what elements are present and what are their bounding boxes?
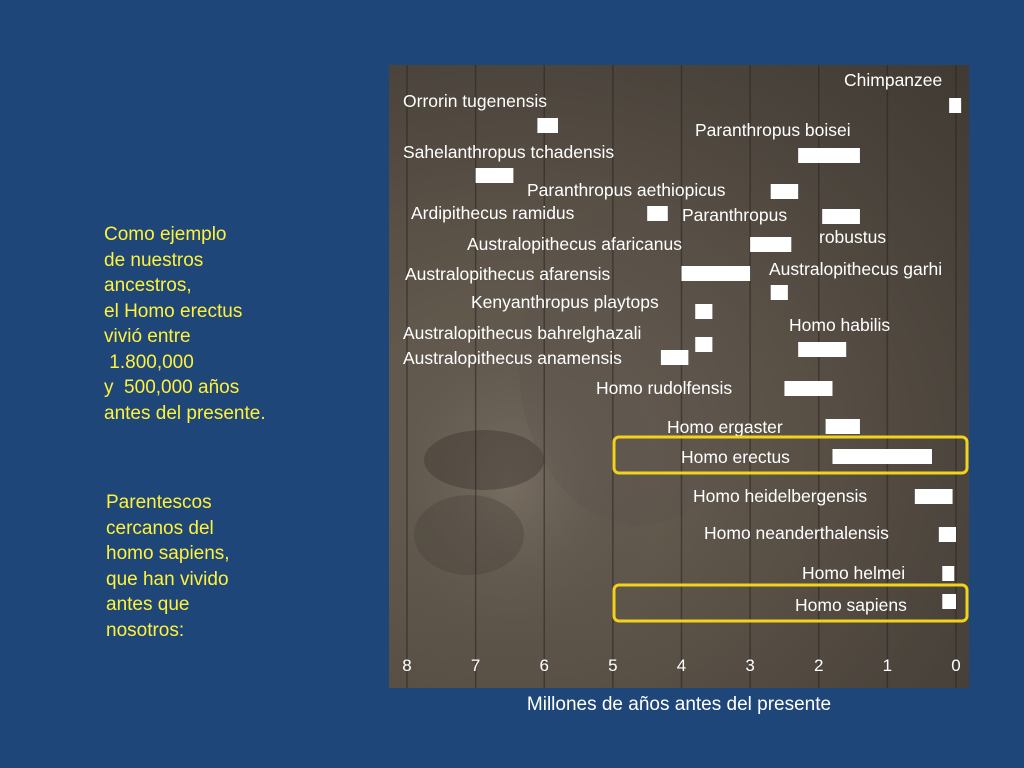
tick-label-4: 4 xyxy=(676,656,687,675)
label-homo-helmei: Homo helmei xyxy=(802,563,906,583)
tick-label-7: 7 xyxy=(470,656,481,675)
tick-label-5: 5 xyxy=(608,656,618,675)
label-australopithecus-anamensis: Australopithecus anamensis xyxy=(403,348,622,368)
tick-label-0: 0 xyxy=(951,656,961,675)
chart-panel xyxy=(389,65,969,688)
label-homo-sapiens: Homo sapiens xyxy=(795,595,907,615)
bar-orrorin-tugenensis xyxy=(537,118,558,133)
bar-australopithecus-afaricanus xyxy=(750,237,791,252)
label-homo-rudolfensis: Homo rudolfensis xyxy=(596,378,733,398)
label-homo-habilis: Homo habilis xyxy=(789,315,891,335)
bar-ardipithecus-ramidus xyxy=(647,206,668,221)
bar-homo-rudolfensis xyxy=(784,381,832,396)
bar-australopithecus-afarensis xyxy=(682,266,751,281)
tick-label-8: 8 xyxy=(402,656,412,675)
bar-paranthropus-aethiopicus xyxy=(771,184,798,199)
label-australopithecus-garhi: Australopithecus garhi xyxy=(769,259,943,279)
label-orrorin-tugenensis: Orrorin tugenensis xyxy=(403,91,547,111)
label-australopithecus-bahrelghazali: Australopithecus bahrelghazali xyxy=(403,323,642,343)
bar-chimpanzee xyxy=(949,98,961,113)
bar-homo-ergaster xyxy=(826,419,860,434)
highlight-homo-sapiens xyxy=(614,585,967,621)
bar-homo-habilis xyxy=(798,342,846,357)
label-homo-erectus: Homo erectus xyxy=(681,447,790,467)
label-paranthropus-boisei: Paranthropus boisei xyxy=(695,120,851,140)
label-chimpanzee: Chimpanzee xyxy=(844,70,943,90)
tick-label-2: 2 xyxy=(814,656,824,675)
bar-sahelanthropus-tchadensis xyxy=(476,168,514,183)
bar-paranthropus-robustus xyxy=(822,209,860,224)
tick-label-1: 1 xyxy=(882,656,893,675)
label-paranthropus-robustus: Paranthropus xyxy=(682,205,788,225)
bar-homo-erectus xyxy=(832,449,932,464)
bar-kenyanthropus-playtops xyxy=(695,304,712,319)
bar-homo-helmei xyxy=(942,566,954,581)
label-ardipithecus-ramidus: Ardipithecus ramidus xyxy=(411,203,575,223)
label-paranthropus-aethiopicus: Paranthropus aethiopicus xyxy=(527,180,726,200)
x-axis-title: Millones de años antes del presente xyxy=(526,694,832,715)
relatives-text: Parentescos cercanos del homo sapiens, que han vivido antes que nosotros: xyxy=(106,492,230,641)
label-homo-ergaster: Homo ergaster xyxy=(667,417,783,437)
bar-homo-heidelbergensis xyxy=(915,489,953,504)
label-homo-neanderthalensis: Homo neanderthalensis xyxy=(704,523,889,543)
chart-svg xyxy=(389,65,969,688)
label-australopithecus-afarensis: Australopithecus afarensis xyxy=(405,264,611,284)
bar-homo-sapiens xyxy=(942,594,956,609)
label-kenyanthropus-playtops: Kenyanthropus playtops xyxy=(471,292,659,312)
tick-label-6: 6 xyxy=(539,656,549,675)
bar-homo-neanderthalensis xyxy=(939,527,956,542)
label-paranthropus-robustus-line2: robustus xyxy=(819,227,887,247)
label-australopithecus-afaricanus: Australopithecus afaricanus xyxy=(467,234,682,254)
bar-australopithecus-anamensis xyxy=(661,350,688,365)
bar-australopithecus-bahrelghazali xyxy=(695,337,712,352)
label-sahelanthropus-tchadensis: Sahelanthropus tchadensis xyxy=(403,142,615,162)
tick-label-3: 3 xyxy=(745,656,755,675)
bar-paranthropus-boisei xyxy=(798,148,860,163)
label-homo-heidelbergensis: Homo heidelbergensis xyxy=(693,486,868,506)
intro-text: Como ejemplo de nuestros ancestros, el Homo erectus vivió entre 1.800,000 y 500,000 años antes del presente. xyxy=(104,224,266,424)
bar-australopithecus-garhi xyxy=(771,285,788,300)
